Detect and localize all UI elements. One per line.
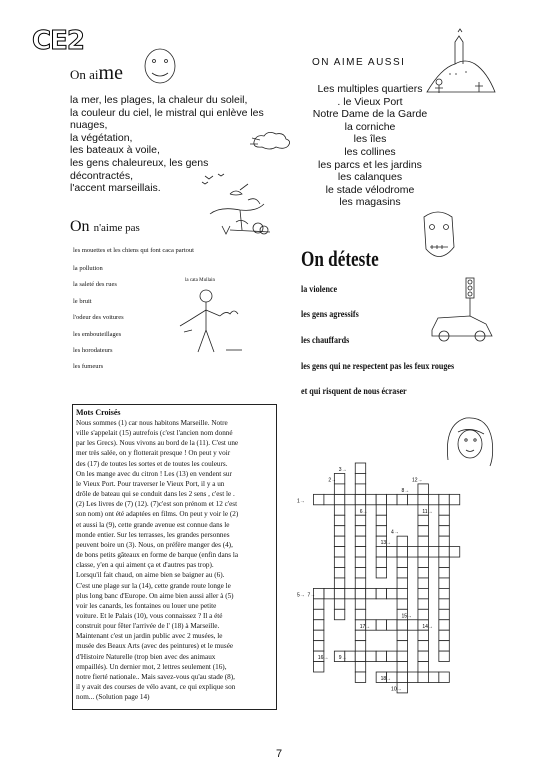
mots-croises-line: On les mange avec du citron ! Les (13) en vendent sur bbox=[76, 469, 232, 478]
crossword-cell[interactable] bbox=[355, 599, 365, 609]
crossword-cell[interactable] bbox=[397, 578, 407, 588]
crossword-cell[interactable] bbox=[418, 672, 428, 682]
crossword-cell[interactable] bbox=[376, 620, 386, 630]
crossword-cell[interactable] bbox=[439, 494, 449, 504]
crossword-clue-number: 6→ bbox=[359, 508, 368, 515]
crossword-clue-number: 10→ bbox=[391, 686, 402, 693]
crossword-cell[interactable] bbox=[366, 588, 376, 598]
list-item: . le Vieux Port bbox=[337, 95, 403, 108]
crossword-cell[interactable] bbox=[334, 505, 344, 515]
crossword-clue-number: 2→ bbox=[328, 477, 337, 484]
list-item: l'accent marseillais. bbox=[70, 182, 161, 195]
crossword-cell[interactable] bbox=[418, 568, 428, 578]
crossword-cell[interactable] bbox=[355, 526, 365, 536]
crossword-clue-number: 9→ bbox=[338, 655, 347, 662]
crossword-cell[interactable] bbox=[313, 620, 323, 630]
crossword-cell[interactable] bbox=[439, 515, 449, 525]
crossword-cell[interactable] bbox=[334, 526, 344, 536]
crossword-cell[interactable] bbox=[334, 557, 344, 567]
mots-croises-line: le Vieux Port. Pour traverser le Vieux Port, il y a un bbox=[76, 479, 225, 488]
crossword-cell[interactable] bbox=[355, 641, 365, 651]
crossword-cell[interactable] bbox=[418, 557, 428, 567]
crossword-cell[interactable] bbox=[418, 547, 428, 557]
crossword-clue-number: 17→ bbox=[359, 623, 371, 630]
on-naime-pas-heading bbox=[70, 218, 140, 236]
mots-croises-line: notre fierté nationale.. Mais savez-vous qu'au stade (8), bbox=[76, 672, 235, 681]
crossword-cell[interactable] bbox=[439, 630, 449, 640]
crossword-cell[interactable] bbox=[313, 630, 323, 640]
crossword-cell[interactable] bbox=[418, 630, 428, 640]
crossword-cell[interactable] bbox=[397, 568, 407, 578]
crossword-clue-number: 8→ bbox=[401, 487, 410, 494]
crossword-cell[interactable] bbox=[387, 588, 397, 598]
crossword-clue-number: 5→ bbox=[297, 592, 305, 599]
crossword-clue-number: 18→ bbox=[380, 676, 392, 682]
list-item: l'odeur des voitures bbox=[73, 314, 124, 321]
list-item: les calanques bbox=[337, 171, 403, 184]
mots-croises-line: voiture. Et le Palais (10), vous connaissez ? Il a été bbox=[76, 611, 223, 620]
crossword-cell[interactable] bbox=[334, 578, 344, 588]
crossword-clue-number: 12→ bbox=[411, 477, 423, 484]
crossword-cell[interactable] bbox=[397, 630, 407, 640]
crossword-clue-number: 16→ bbox=[317, 655, 329, 662]
crossword-cell[interactable] bbox=[376, 505, 386, 515]
crossword-cell[interactable] bbox=[355, 463, 365, 473]
mots-croises-line: nom... (Solution page 14) bbox=[76, 693, 150, 702]
list-item: Les multiples quartiers bbox=[317, 83, 423, 95]
crossword-cell[interactable] bbox=[355, 568, 365, 578]
crossword-cell[interactable] bbox=[355, 484, 365, 494]
crossword-cell[interactable] bbox=[334, 494, 344, 504]
crossword-cell[interactable] bbox=[439, 599, 449, 609]
crossword-clue-number: 15→ bbox=[401, 613, 413, 620]
crossword-cell[interactable] bbox=[376, 588, 386, 598]
crossword-cell[interactable] bbox=[397, 599, 407, 609]
notre-dame-drawing bbox=[425, 28, 497, 96]
crossword-cell[interactable] bbox=[418, 662, 428, 672]
crossword-cell[interactable] bbox=[439, 641, 449, 651]
mots-croises-line: des (17) de toutes les sortes et de toutes les couleurs. bbox=[76, 459, 228, 468]
crossword-cell[interactable] bbox=[387, 620, 397, 630]
crossword-cell[interactable] bbox=[334, 568, 344, 578]
crossword-cell[interactable] bbox=[408, 494, 418, 504]
crossword-cell[interactable] bbox=[439, 620, 449, 630]
page-label-ce2: CE2 bbox=[32, 26, 84, 56]
crossword-cell[interactable] bbox=[376, 557, 386, 567]
crossword-cell[interactable] bbox=[334, 547, 344, 557]
mots-croises-title: Mots Croisés bbox=[76, 408, 121, 417]
crossword-cell[interactable] bbox=[313, 641, 323, 651]
crossword-cell[interactable] bbox=[397, 588, 407, 598]
crossword-cell[interactable] bbox=[324, 494, 334, 504]
crossword-cell[interactable] bbox=[355, 536, 365, 546]
list-item: la mer, les plages, la chaleur du soleil, bbox=[70, 94, 248, 106]
crossword-clue-number: 11→ bbox=[422, 508, 433, 515]
crossword-cell[interactable] bbox=[397, 557, 407, 567]
list-item: le stade vélodrome bbox=[325, 183, 415, 196]
crossword-cell[interactable] bbox=[313, 599, 323, 609]
crossword-cell[interactable] bbox=[449, 494, 459, 504]
list-item: la pollution bbox=[73, 265, 103, 272]
crossword-cell[interactable] bbox=[439, 526, 449, 536]
crossword-cell[interactable] bbox=[439, 547, 449, 557]
crossword-cell[interactable] bbox=[324, 588, 334, 598]
list-item: les magasins bbox=[339, 196, 401, 209]
list-item: la végétation, bbox=[70, 131, 133, 144]
crossword-cell[interactable] bbox=[387, 547, 397, 557]
crossword-cell[interactable] bbox=[418, 599, 428, 609]
mots-croises-line: drôle de bateau qui se conduit dans les 2 sens , c'est le . bbox=[76, 490, 235, 499]
mots-croises-line: d'Histoire Naturelle (trop bien avec des animaux bbox=[76, 652, 216, 661]
crossword-cell[interactable] bbox=[334, 599, 344, 609]
crossword-cell[interactable] bbox=[418, 641, 428, 651]
crossword-cell[interactable] bbox=[334, 609, 344, 619]
list-item: décontractés, bbox=[70, 169, 134, 182]
crossword-cell[interactable] bbox=[439, 568, 449, 578]
mots-croises-line: ville s'appelait (15) autrefois (c'est l'ancien nom donné bbox=[76, 429, 233, 438]
traffic-light-car-drawing bbox=[430, 276, 510, 346]
crossword-cell[interactable] bbox=[418, 494, 428, 504]
cloud-drawing bbox=[250, 130, 295, 155]
crossword-cell[interactable] bbox=[408, 620, 418, 630]
list-item: les fumeurs bbox=[73, 363, 104, 370]
crossword-cell[interactable] bbox=[355, 557, 365, 567]
crossword-cell[interactable] bbox=[334, 515, 344, 525]
crossword-cell[interactable] bbox=[313, 609, 323, 619]
sketch-caption: la cata Mullain bbox=[185, 278, 215, 283]
crossword-cell[interactable] bbox=[439, 557, 449, 567]
crossword-cell[interactable] bbox=[355, 515, 365, 525]
crossword-cell[interactable] bbox=[418, 651, 428, 661]
mots-croises-line: classe, y'en a qui aiment ça et d'autres pas trop). bbox=[76, 561, 214, 570]
crossword-cell[interactable] bbox=[439, 609, 449, 619]
crossword-cell[interactable] bbox=[449, 547, 459, 557]
crossword-cell[interactable] bbox=[439, 578, 449, 588]
mots-croises-line: par les Grecs). Nous vivons au bord de la (11). C'est une bbox=[76, 439, 239, 448]
crossword-cell[interactable] bbox=[366, 651, 376, 661]
crossword-cell[interactable] bbox=[376, 526, 386, 536]
on-naime-pas-suffix: n'aime pas bbox=[93, 222, 140, 234]
list-item: les parcs et les jardins bbox=[318, 158, 422, 171]
crossword-cell[interactable] bbox=[387, 494, 397, 504]
crossword-cell[interactable] bbox=[397, 641, 407, 651]
crossword-cell[interactable] bbox=[345, 494, 355, 504]
list-item: les chauffards bbox=[301, 336, 350, 346]
mots-croises-line: construit pour fêter l'arrivée de l' (18) à Marseille. bbox=[76, 622, 220, 631]
crossword-clue-number: 13→ bbox=[380, 540, 392, 547]
crossword-cell[interactable] bbox=[355, 578, 365, 588]
crossword-cell[interactable] bbox=[397, 651, 407, 661]
crossword-cell[interactable] bbox=[397, 662, 407, 672]
crossword-cell[interactable] bbox=[397, 672, 407, 682]
list-item: la violence bbox=[301, 285, 338, 295]
crossword-cell[interactable] bbox=[355, 547, 365, 557]
list-item: les gens chaleureux, les gens bbox=[70, 156, 209, 169]
crossword-cell[interactable] bbox=[376, 568, 386, 578]
birds-drawing bbox=[200, 170, 280, 242]
list-item: les horodateurs bbox=[73, 347, 113, 354]
crossword-cell[interactable] bbox=[397, 536, 407, 546]
on-aime-aussi-heading: ON AIME AUSSI bbox=[312, 57, 406, 68]
upset-face-drawing bbox=[418, 207, 460, 267]
mots-croises-line: son nom) ont été adaptées en films. On peut y voir le (2) bbox=[76, 510, 239, 519]
crossword-cell[interactable] bbox=[355, 651, 365, 661]
smiling-face-drawing bbox=[142, 46, 182, 90]
crossword-cell[interactable] bbox=[345, 588, 355, 598]
list-item: nuages, bbox=[70, 119, 108, 132]
smoker-drawing bbox=[176, 286, 256, 366]
crossword-cell[interactable] bbox=[313, 662, 323, 672]
crossword-cell[interactable] bbox=[397, 494, 407, 504]
crossword-cell[interactable] bbox=[355, 662, 365, 672]
on-aime-heading bbox=[70, 62, 123, 85]
crossword-cell[interactable] bbox=[418, 588, 428, 598]
crossword-cell[interactable] bbox=[439, 536, 449, 546]
crossword-cell[interactable] bbox=[418, 515, 428, 525]
mots-croises-line: et aussi la (9), cette grande avenue est connue dans le bbox=[76, 520, 230, 529]
crossword-cell[interactable] bbox=[439, 651, 449, 661]
list-item: les gens qui ne respectent pas les feux rouges bbox=[301, 362, 455, 372]
mots-croises-box bbox=[72, 404, 277, 710]
on-aime-suffix: me bbox=[98, 62, 123, 84]
mots-croises-line: (2) Les livres de (7) (12). (7)c'est son prénom et 12 c'est bbox=[76, 500, 238, 509]
mots-croises-line: Nous sommes (1) car nous habitons Marseille. Notre bbox=[76, 419, 228, 427]
on-aime-prefix: On ai bbox=[70, 67, 99, 82]
list-item: les îles bbox=[353, 133, 387, 146]
crossword-cell[interactable] bbox=[334, 588, 344, 598]
mots-croises-line: il y avait des courses de vélo avant, ce qui explique son bbox=[76, 683, 236, 692]
crossword-cell[interactable] bbox=[334, 536, 344, 546]
list-item: les embouteillages bbox=[73, 331, 122, 338]
crossword-clue-number: 3→ bbox=[338, 467, 347, 473]
list-item: les collines bbox=[344, 145, 396, 158]
page-number: 7 bbox=[276, 748, 283, 760]
list-item: la corniche bbox=[344, 120, 396, 133]
mots-croises-line: Maintenant c'est un jardin public avec 2 musées, le bbox=[76, 632, 223, 641]
mots-croises-line: de bons petits gâteaux en forme de barque (enfin dans la bbox=[76, 551, 239, 560]
list-item: le bruit bbox=[73, 298, 92, 305]
crossword-cell[interactable] bbox=[439, 588, 449, 598]
crossword-cell[interactable] bbox=[439, 672, 449, 682]
mots-croises-line: plus long banc d'Europe. On aime bien aussi aller à (5) bbox=[76, 591, 234, 600]
crossword-cell[interactable] bbox=[313, 494, 323, 504]
crossword-cell[interactable] bbox=[428, 672, 438, 682]
crossword-cell[interactable] bbox=[355, 630, 365, 640]
on-deteste-heading: On déteste bbox=[301, 246, 379, 271]
crossword-cell[interactable] bbox=[439, 505, 449, 515]
on-aime-aussi-list bbox=[300, 83, 440, 209]
mots-croises-text bbox=[76, 418, 273, 702]
crossword-cell[interactable] bbox=[355, 494, 365, 504]
crossword-cell[interactable] bbox=[418, 526, 428, 536]
mots-croises-line: peuvent boire un (3). Nous, on préfère manger des (4), bbox=[76, 540, 233, 549]
crossword-cell[interactable] bbox=[418, 536, 428, 546]
list-item: la couleur du ciel, le mistral qui enlève les bbox=[70, 106, 264, 119]
crossword-cell[interactable] bbox=[334, 484, 344, 494]
crossword-cell[interactable] bbox=[376, 547, 386, 557]
crossword-cell[interactable] bbox=[428, 494, 438, 504]
list-item: Notre Dame de la Garde bbox=[312, 108, 428, 121]
crossword-cell[interactable] bbox=[355, 609, 365, 619]
mots-croises-line: Lorsqu'il fait chaud, on aime bien se baigner au (6). bbox=[76, 571, 225, 580]
mots-croises-line: voir les canards, les fontaines ou louer une petite bbox=[76, 601, 217, 610]
mots-croises-line: C'est une plage sur la (14), cette grande route longe le bbox=[76, 581, 231, 590]
crossword-cell[interactable] bbox=[376, 494, 386, 504]
crossword-cell[interactable] bbox=[408, 547, 418, 557]
crossword-cell[interactable] bbox=[376, 651, 386, 661]
crossword-clue-number: 1→ bbox=[297, 498, 305, 505]
crossword-cell[interactable] bbox=[355, 588, 365, 598]
crossword-cell[interactable] bbox=[408, 672, 418, 682]
crossword-cell[interactable] bbox=[366, 494, 376, 504]
list-item: les mouettes et les chiens qui font caca partout bbox=[73, 247, 194, 254]
crossword-cell[interactable] bbox=[428, 547, 438, 557]
crossword-clue-number: 14→ bbox=[422, 623, 433, 630]
crossword-cell[interactable] bbox=[418, 484, 428, 494]
crossword-cell[interactable] bbox=[376, 515, 386, 525]
crossword-cell[interactable] bbox=[355, 672, 365, 682]
mots-croises-line: mer très salée, on y flotterait presque ! On peut y voir bbox=[76, 449, 231, 458]
crossword-cell[interactable] bbox=[418, 578, 428, 588]
on-naime-pas-prefix: On bbox=[70, 218, 94, 235]
crossword-clue-number: 4→ bbox=[391, 529, 399, 536]
crossword-grid bbox=[293, 455, 493, 705]
crossword-cell[interactable] bbox=[387, 651, 397, 661]
mots-croises-line: empaillés). Un dernier mot, 2 lettres seulement (16), bbox=[76, 662, 227, 671]
crossword-cell[interactable] bbox=[355, 473, 365, 483]
list-item: et qui risquent de nous écraser bbox=[301, 387, 407, 397]
crossword-cell[interactable] bbox=[418, 609, 428, 619]
list-item: les gens agressifs bbox=[301, 310, 359, 320]
crossword-clue-number: 7→ bbox=[307, 592, 316, 599]
list-item: la saleté des rues bbox=[73, 281, 117, 288]
mots-croises-line: monde entier. Sur les terrasses, les grandes personnes bbox=[76, 530, 230, 539]
mots-croises-line: musée des Beaux Arts (avec des peintures) et le musée bbox=[76, 642, 234, 651]
crossword-cell[interactable] bbox=[397, 620, 407, 630]
list-item: les bateaux à voile, bbox=[70, 144, 160, 157]
crossword-cell[interactable] bbox=[397, 547, 407, 557]
